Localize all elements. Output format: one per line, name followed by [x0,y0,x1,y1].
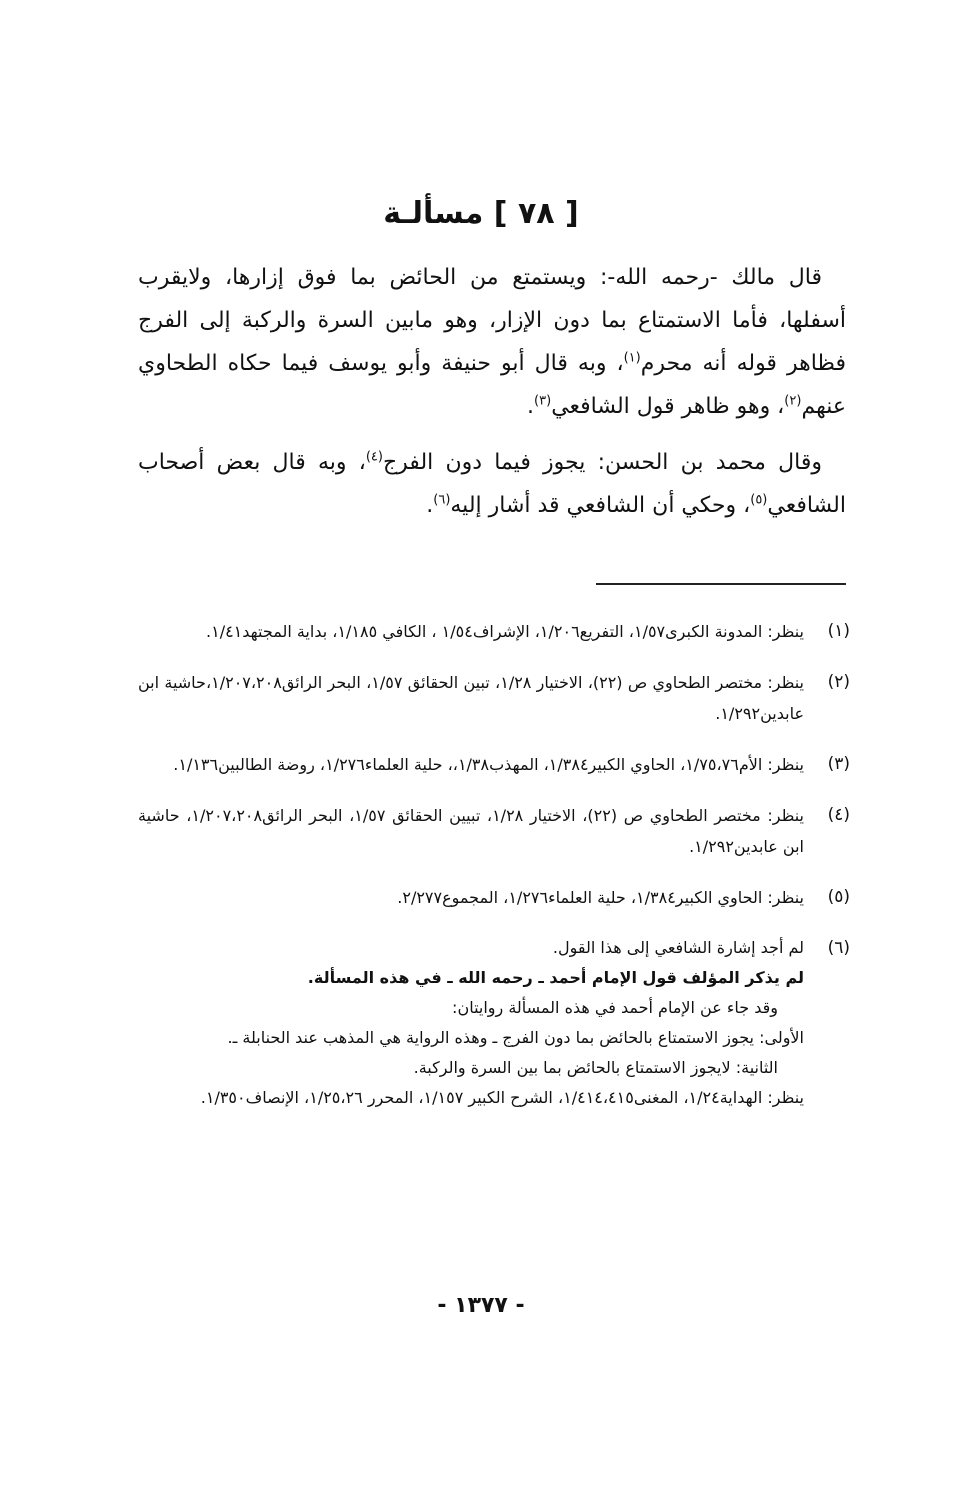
footnote-text: ينظر: الحاوي الكبير١/٣٨٤، حلية العلماء١/٢٧٦، المجموع٢/٢٧٧. [397,888,804,907]
paragraph-text: . [527,394,535,419]
footnote-text: الأولى: يجوز الاستمتاع بالحائض بما دون الفرج ـ وهذه الرواية هي المذهب عند الحنابلة ـ. [227,1028,804,1047]
footnotes-section [138,616,850,1133]
footnote-reference: (٤) [365,449,383,465]
footnote-number: (٢) [827,672,850,692]
footnote-text: لم يذكر المؤلف قول الإمام أحمد ـ رحمه الله ـ في هذه المسألة. [307,968,804,987]
paragraph [138,256,846,428]
footnote [138,749,850,780]
main-text [138,256,846,527]
footnote-number: (٦) [827,938,850,958]
footnote-number: (٥) [827,887,850,907]
footnote-text: ينظر: الأم١/٧٥،٧٦، الحاوي الكبير١/٣٨٤، المهذب١/٣٨،، حلية العلماء١/٢٧٦، روضة الطالبين١/١٣٦. [173,755,804,774]
footnote-number: (٤) [827,805,850,825]
page-number: - ١٣٧٧ - [437,1293,525,1318]
footnote [138,800,850,862]
paragraph [138,441,846,527]
footnote-reference: (١) [623,350,641,366]
footnote-text: الثانية: لايجوز الاستمتاع بالحائض بما بين السرة والركبة. [413,1058,778,1077]
footnote-reference: (٥) [750,492,768,508]
footnote-text: ينظر: مختصر الطحاوي ص (٢٢)، الاختيار ١/٢٨، تبين الحقائق ١/٥٧، البحر الرائق١/٢٠٧،٢٠٨،حاشية ابن عابدين١/٢٩٢. [138,673,805,723]
footnote [138,616,850,647]
paragraph-text: قال مالك -رحمه الله-: ويستمتع من الحائض بما فوق إزارها، ولايقرب أسفلها، فأما الاستمتاع بما دون الإزار، وهو مابين السرة والركبة إلى الفرج فظاهر قوله أنه محرم [138,265,846,376]
footnote-text: ينظر: المدونة الكبرى١/٥٧، التفريع١/٢٠٦، الإشراف١/٥٤ ، الكافي ١/١٨٥، بداية المجتهد١/٤١. [206,622,804,641]
footnote-text: وقد جاء عن الإمام أحمد في هذه المسألة روايتان: [452,998,778,1017]
footnote-reference: (٦) [433,492,451,508]
footnote [138,667,850,729]
footnote [138,882,850,913]
paragraph-text: . [426,493,434,518]
page-title: [ ٧٨ ] مسألـة [383,196,579,231]
footnote-text: ينظر: مختصر الطحاوي ص (٢٢)، الاختيار ١/٢٨، تبيين الحقائق ١/٥٧، البحر الرائق١/٢٠٧،٢٠٨، حاشية ابن عابدين١/٢٩٢. [138,806,804,856]
footnote-reference: (٢) [784,393,802,409]
footnote-text: لم أجد إشارة الشافعي إلى هذا القول. [552,938,804,957]
paragraph-text: ، وبه قال بعض أصحاب الشافعي [138,450,846,518]
paragraph-text: ، وبه قال أبو حنيفة وأبو يوسف فيما حكاه الطحاوي عنهم [138,351,846,419]
footnote-number: (١) [827,621,850,641]
paragraph-text: وقال محمد بن الحسن: يجوز فيما دون الفرج [382,450,822,475]
footnote-number: (٣) [827,754,850,774]
footnote-separator [596,583,846,585]
paragraph-text: ، وهو ظاهر قول الشافعي [551,394,785,419]
footnote-reference: (٣) [534,393,552,409]
paragraph-text: ، وحكي أن الشافعي قد أشار إليه [450,493,751,518]
footnote-text: ينظر: الهداية١/٢٤، المغنى١/٤١٤،٤١٥، الشرح الكبير ١/١٥٧، المحرر ١/٢٥،٢٦، الإنصاف١/٣٥٠. [200,1088,804,1107]
footnote [138,933,850,1113]
